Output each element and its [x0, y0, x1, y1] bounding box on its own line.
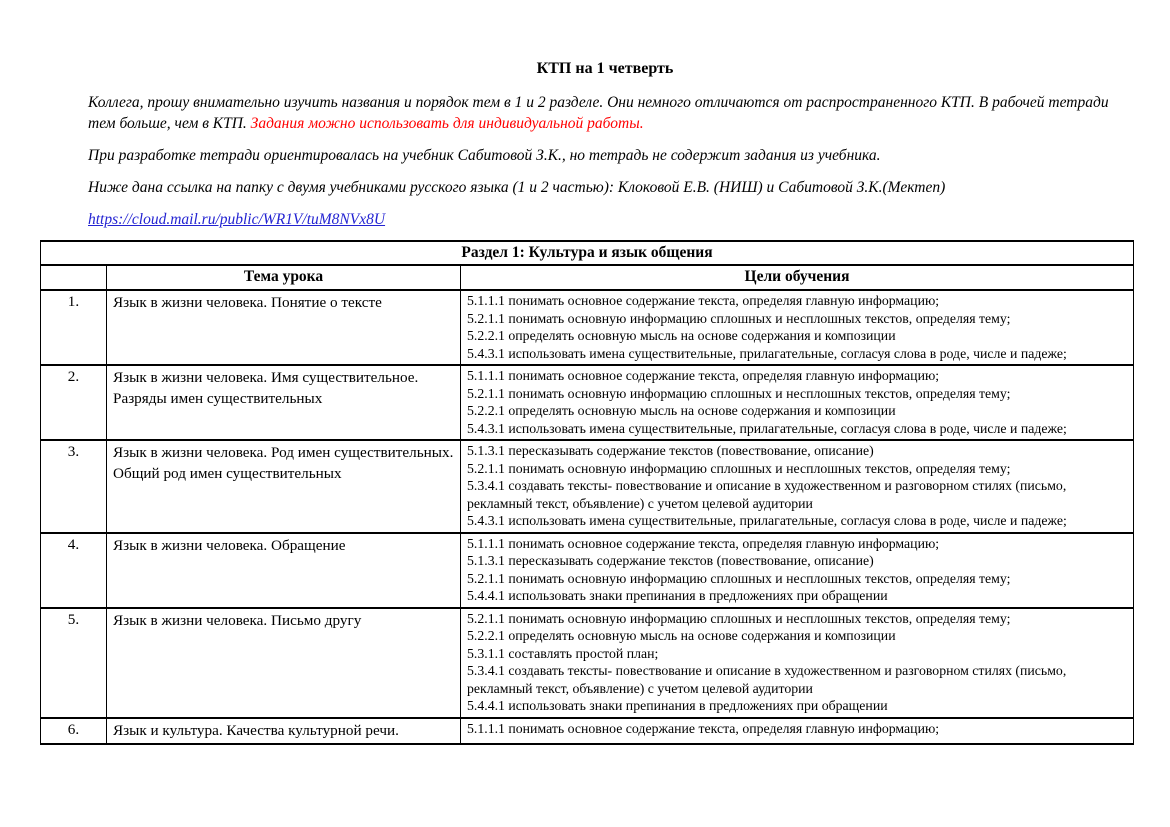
objectives-cell	[461, 290, 1134, 365]
column-header-objectives: Цели обучения	[461, 265, 1134, 290]
row-number-cell: 5.	[41, 608, 107, 718]
row-number-cell: 6.	[41, 718, 107, 744]
lesson-rows	[41, 290, 1134, 744]
row-number-cell: 4.	[41, 533, 107, 608]
table-row	[41, 608, 1134, 718]
objectives-cell	[461, 608, 1134, 718]
topic-cell: Язык в жизни человека. Род имен существительных. Общий род имен существительных	[107, 440, 461, 533]
intro-paragraph-red: Задания можно использовать для индивидуальной работы.	[250, 115, 644, 132]
objective-line: 5.1.1.1 понимать основное содержание текста, определяя главную информацию;	[467, 368, 940, 383]
intro-paragraph	[88, 92, 1122, 134]
intro-paragraph-normal: Коллега, прошу внимательно изучить названия и порядок тем в 1 и 2 разделе. Они немного отличаются от распространенного КТП. В рабочей тетради тем больше, чем в КТП.	[88, 94, 1109, 132]
table-row	[41, 440, 1134, 533]
row-number-cell: 2.	[41, 365, 107, 440]
objective-line: 5.2.1.1 понимать основную информацию сплошных и несплошных текстов, определяя тему;	[467, 385, 1011, 401]
table-row	[41, 533, 1134, 608]
objective-line: 5.2.1.1 понимать основную информацию сплошных и несплошных текстов, определяя тему;	[467, 570, 1011, 586]
objectives-cell	[461, 365, 1134, 440]
table-row	[41, 718, 1134, 744]
objective-line: 5.1.3.1 пересказывать содержание текстов (повествование, описание)	[467, 443, 874, 458]
objective-line: 5.4.4.1 использовать знаки препинания в предложениях при обращении	[467, 588, 888, 603]
cloud-folder-link[interactable]: https://cloud.mail.ru/public/WR1V/tuM8NVx8U	[88, 211, 386, 228]
section-header: Раздел 1: Культура и язык общения	[41, 241, 1134, 265]
table-row	[41, 290, 1134, 365]
objective-line: 5.1.1.1 понимать основное содержание текста, определяя главную информацию;	[467, 720, 940, 736]
page-title: КТП на 1 четверть	[536, 60, 674, 77]
objective-line: 5.1.1.1 понимать основное содержание текста, определяя главную информацию;	[467, 293, 940, 308]
objective-line: 5.2.2.1 определять основную мысль на основе содержания и композиции	[467, 403, 896, 418]
topic-cell: Язык в жизни человека. Письмо другу	[107, 608, 461, 718]
objectives-cell	[461, 533, 1134, 608]
objective-line: 5.2.2.1 определять основную мысль на основе содержания и композиции	[467, 328, 896, 343]
objective-line: 5.3.1.1 составлять простой план;	[467, 645, 659, 661]
paragraph-link-description: Ниже дана ссылка на папку с двумя учебниками русского языка (1 и 2 частью): Клоковой Е.В. (НИШ) и Сабитовой З.К.(Мектеп)	[88, 179, 946, 196]
topic-cell: Язык в жизни человека. Понятие о тексте	[107, 290, 461, 365]
objective-line: 5.4.3.1 использовать имена существительные, прилагательные, согласуя слова в роде, числе и падеже;	[467, 345, 1067, 361]
topic-cell: Язык и культура. Качества культурной речи.	[107, 718, 461, 744]
objective-line: 5.2.1.1 понимать основную информацию сплошных и несплошных текстов, определяя тему;	[467, 610, 1011, 626]
objectives-cell	[461, 440, 1134, 533]
objective-line: 5.2.2.1 определять основную мысль на основе содержания и композиции	[467, 628, 896, 643]
link-paragraph	[88, 209, 1122, 230]
objective-line: 5.4.3.1 использовать имена существительные, прилагательные, согласуя слова в роде, числе и падеже;	[467, 513, 1067, 528]
row-number-cell: 3.	[41, 440, 107, 533]
topic-cell: Язык в жизни человека. Имя существительное. Разряды имен существительных	[107, 365, 461, 440]
objective-line: 5.4.4.1 использовать знаки препинания в предложениях при обращении	[467, 698, 888, 713]
objectives-cell	[461, 718, 1134, 744]
column-header-row	[41, 265, 1134, 290]
objective-line: 5.1.3.1 пересказывать содержание текстов (повествование, описание)	[467, 553, 874, 568]
column-header-topic: Тема урока	[107, 265, 461, 290]
objective-line: 5.3.4.1 создавать тексты- повествование и описание в художественном и разговорном стилях (письмо, рекламный текст, объявление) с учетом целевой аудитории	[467, 663, 1067, 696]
topic-cell: Язык в жизни человека. Обращение	[107, 533, 461, 608]
section-header-row	[41, 241, 1134, 265]
column-header-number	[41, 265, 107, 290]
objective-line: 5.4.3.1 использовать имена существительные, прилагательные, согласуя слова в роде, числе и падеже;	[467, 420, 1067, 436]
paragraph-workbook-note: При разработке тетради ориентировалась на учебник Сабитовой З.К., но тетрадь не содержит задания из учебника.	[88, 147, 881, 164]
objective-line: 5.2.1.1 понимать основную информацию сплошных и несплошных текстов, определяя тему;	[467, 460, 1011, 476]
table-row	[41, 365, 1134, 440]
objective-line: 5.1.1.1 понимать основное содержание текста, определяя главную информацию;	[467, 535, 940, 551]
objective-line: 5.2.1.1 понимать основную информацию сплошных и несплошных текстов, определяя тему;	[467, 310, 1011, 326]
ktp-table	[40, 240, 1134, 745]
objective-line: 5.3.4.1 создавать тексты- повествование и описание в художественном и разговорном стилях (письмо, рекламный текст, объявление) с учетом целевой аудитории	[467, 478, 1067, 511]
row-number-cell: 1.	[41, 290, 107, 365]
